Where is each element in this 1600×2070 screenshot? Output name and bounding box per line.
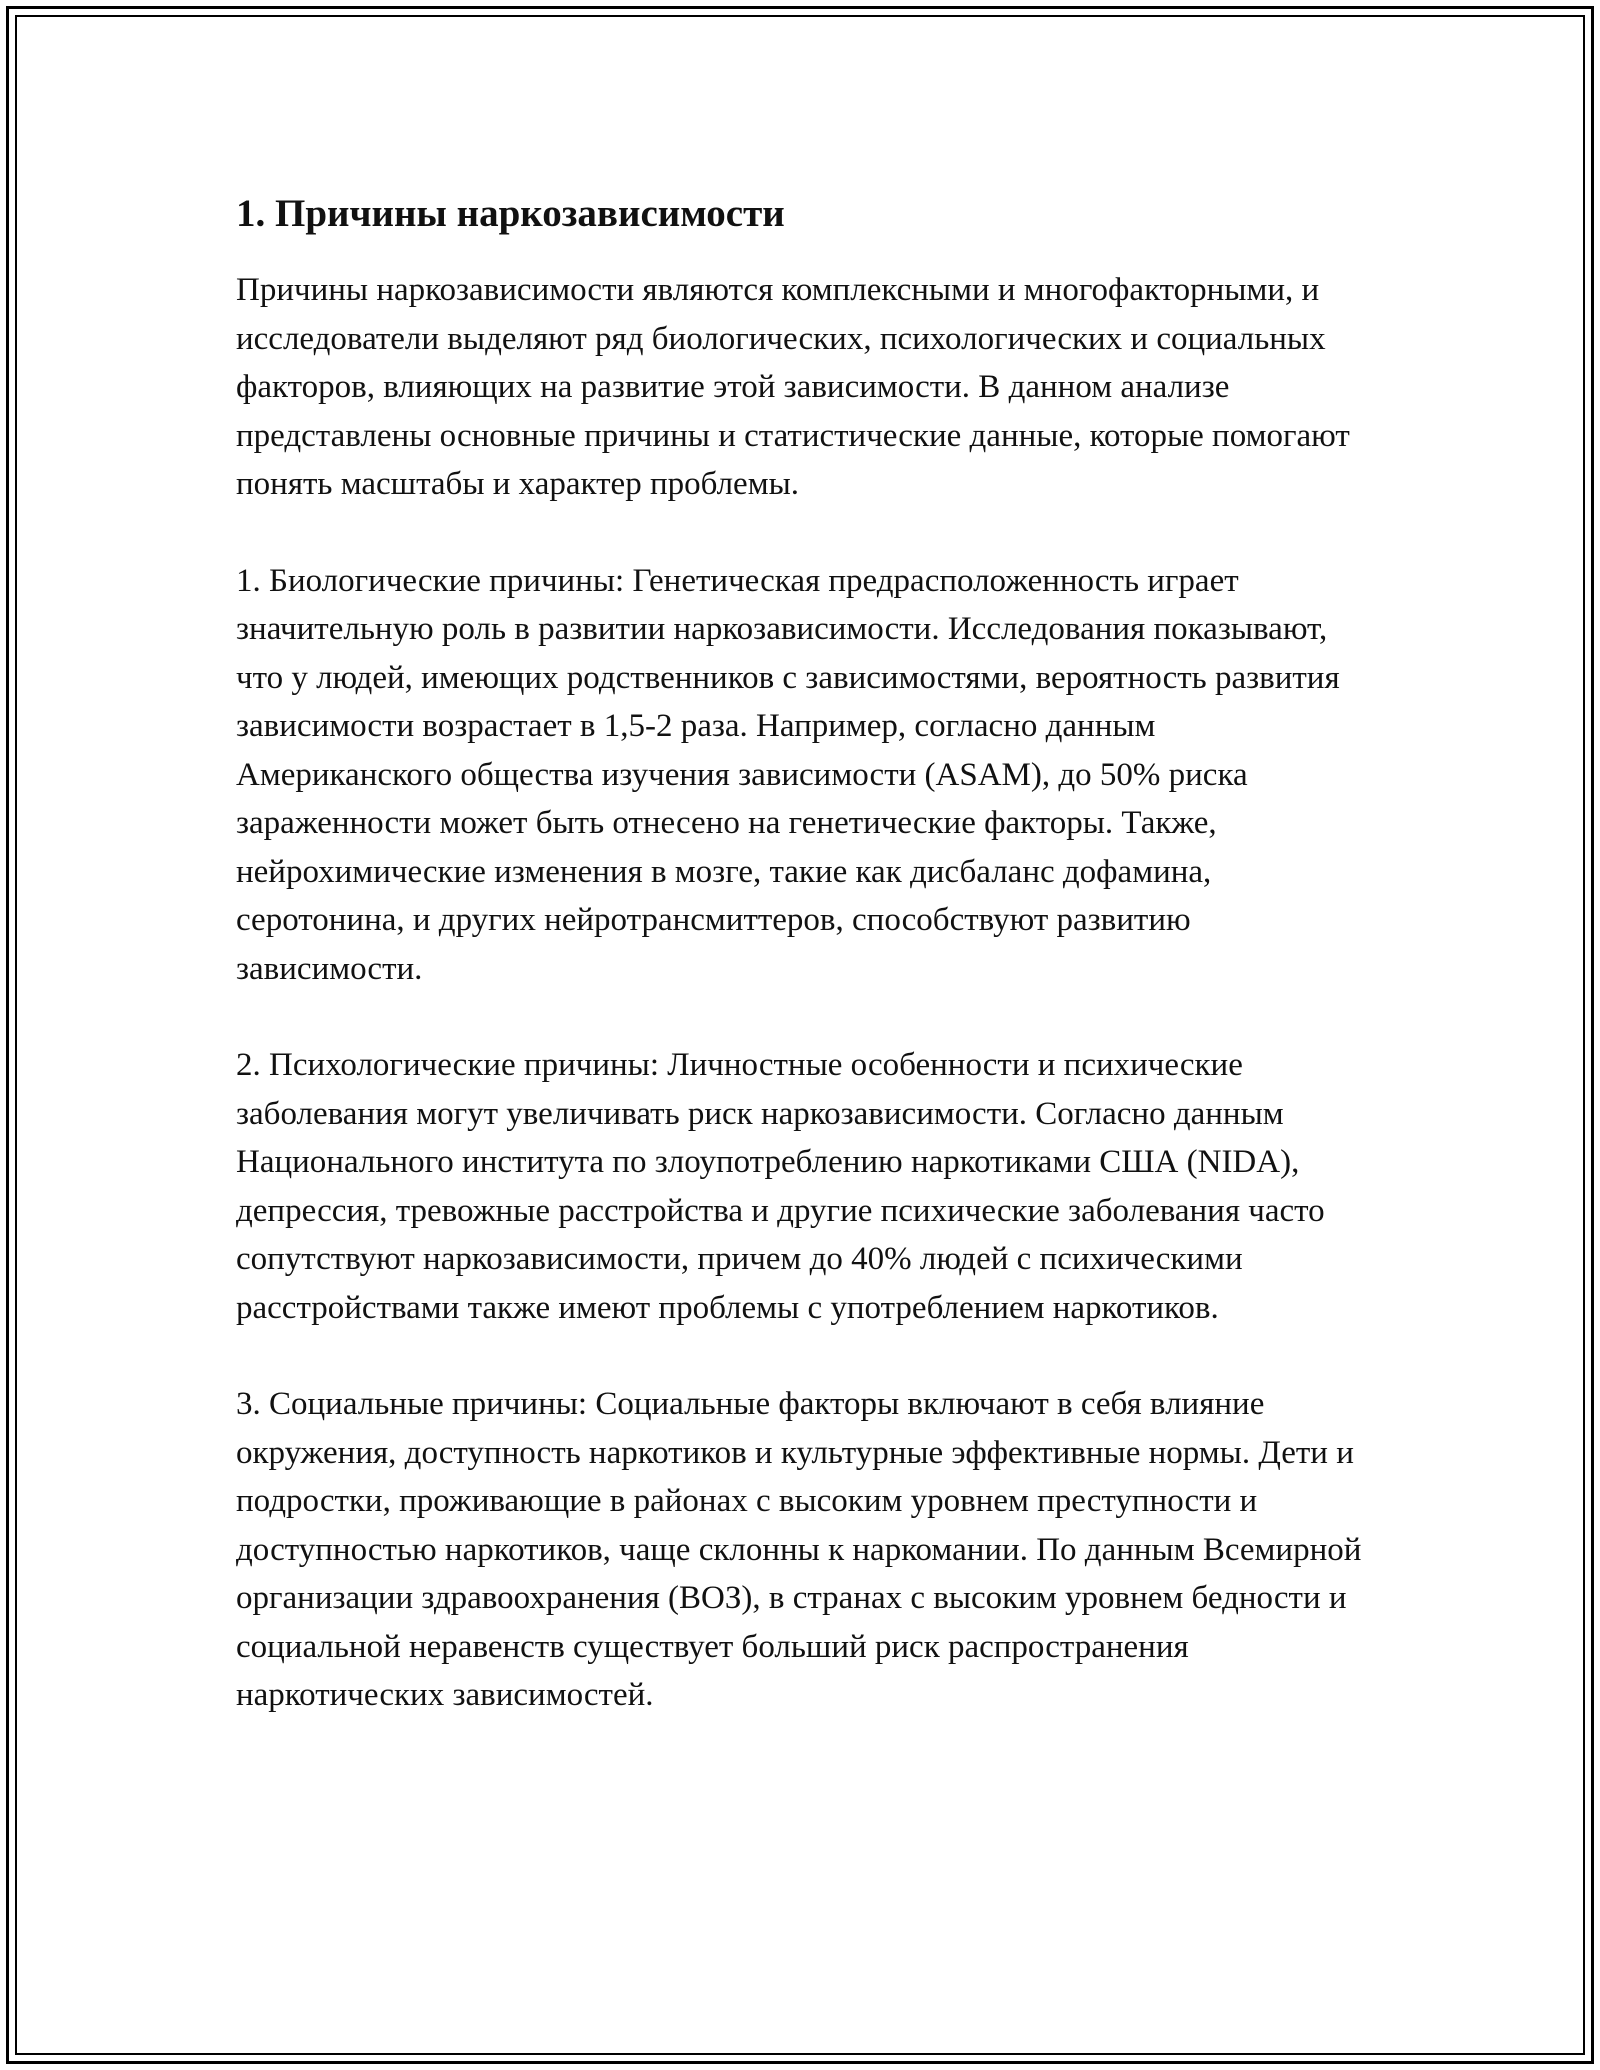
paragraph-social-causes: 3. Социальные причины: Социальные факторы включают в себя влияние окружения, доступность наркотиков и культурные эффективные нормы. Дети и подростки, проживающие в районах с высоким уровнем преступности и доступностью наркотиков, чаще склонны к наркомании. По данным Всемирной организации здравоохранения (ВОЗ), в странах с высоким уровнем бедности и социальной неравенств существует больший риск распространения наркотических зависимостей.: [236, 1386, 1362, 1713]
document-body: [236, 188, 1366, 1768]
paragraph-intro: Причины наркозависимости являются комплексными и многофакторными, и исследователи выделяют ряд биологических, психологических и социальных факторов, влияющих на развитие этой зависимости. В данном анализе представлены основные причины и статистические данные, которые помогают понять масштабы и характер проблемы.: [236, 272, 1350, 502]
paragraph-biological-causes: 1. Биологические причины: Генетическая предрасположенность играет значительную роль в развитии наркозависимости. Исследования показывают, что у людей, имеющих родственников с зависимостями, вероятность развития зависимости возрастает в 1,5-2 раза. Например, согласно данным Американского общества изучения зависимости (ASAM), до 50% риска зараженности может быть отнесено на генетические факторы. Также, нейрохимические изменения в мозге, такие как дисбаланс дофамина, серотонина, и других нейротрансмиттеров, способствуют развитию зависимости.: [236, 562, 1340, 987]
paragraph-psychological-causes: 2. Психологические причины: Личностные особенности и психические заболевания могут увеличивать риск наркозависимости. Согласно данным Национального института по злоупотреблению наркотиками США (NIDA), депрессия, тревожные расстройства и другие психические заболевания часто сопутствуют наркозависимости, причем до 40% людей с психическими расстройствами также имеют проблемы с употреблением наркотиков.: [236, 1047, 1325, 1326]
section-title: 1. Причины наркозависимости: [236, 192, 785, 235]
